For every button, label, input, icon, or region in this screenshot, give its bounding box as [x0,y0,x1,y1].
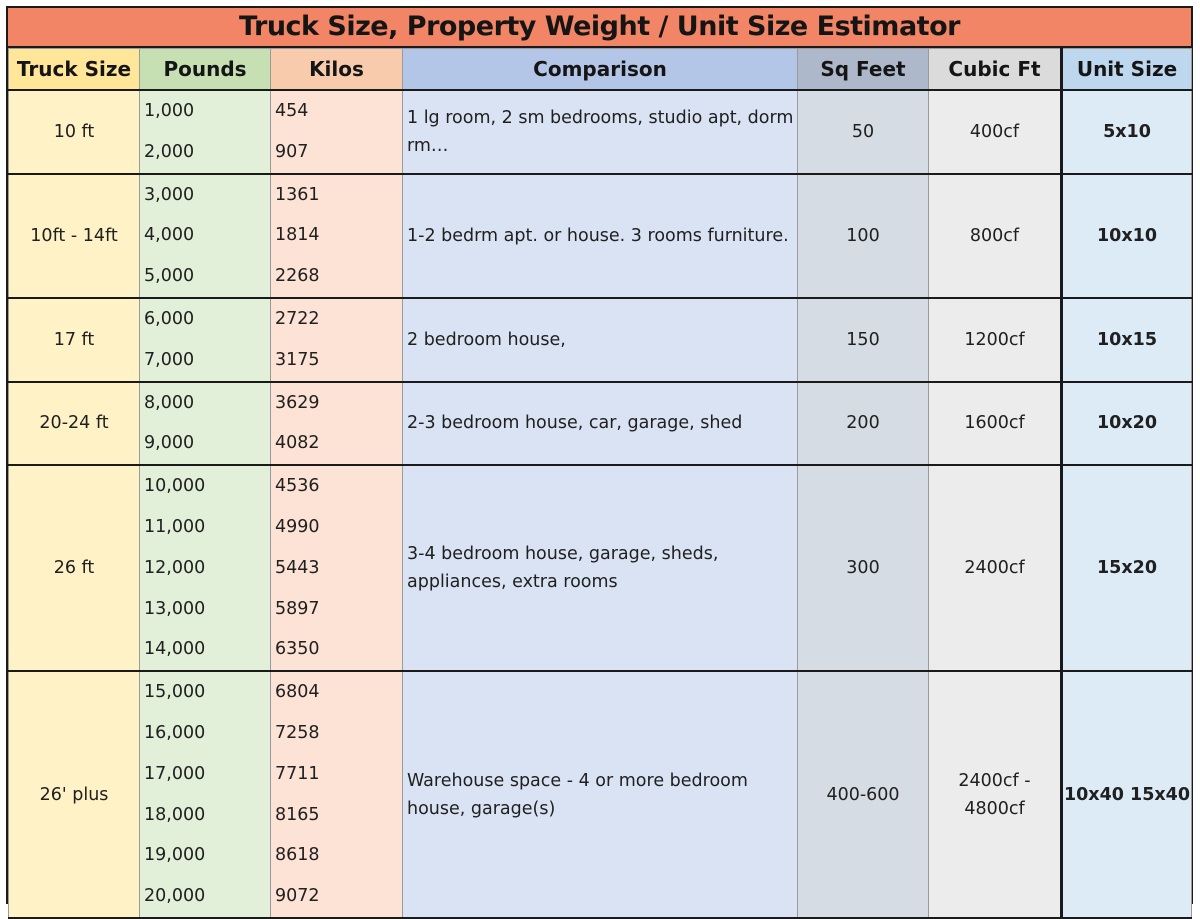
kilos-cell [271,174,403,298]
kilos-value: 7258 [275,722,320,743]
truck-size-cell: 10ft - 14ft [9,174,140,298]
truck-size-cell: 17 ft [9,298,140,382]
sq-feet-cell: 200 [798,382,929,466]
unit-size-cell: 10x10 [1062,174,1192,298]
kilos-value: 9072 [275,886,320,907]
pounds-value: 7,000 [144,349,195,370]
unit-size-cell: 10x40 15x40 [1062,671,1192,918]
pounds-value: 5,000 [144,266,195,287]
kilos-value: 1361 [275,184,320,205]
pounds-value: 4,000 [144,225,195,246]
pounds-value: 11,000 [144,516,206,537]
pounds-cell [140,465,271,671]
kilos-value: 7711 [275,763,320,784]
header-cubic-ft: Cubic Ft [929,49,1062,91]
kilos-value: 4536 [275,476,320,497]
kilos-value: 5897 [275,598,320,619]
kilos-value: 6804 [275,682,320,703]
kilos-cell [271,90,403,174]
pounds-value: 15,000 [144,682,206,703]
truck-size-cell: 10 ft [9,90,140,174]
sq-feet-cell: 300 [798,465,929,671]
pounds-value: 14,000 [144,639,206,660]
truck-size-cell: 26' plus [9,671,140,918]
pounds-value: 17,000 [144,763,206,784]
header-unit-size: Unit Size [1062,49,1192,91]
table-row [9,465,1192,671]
pounds-value: 20,000 [144,886,206,907]
unit-size-cell: 10x15 [1062,298,1192,382]
pounds-cell [140,298,271,382]
table-row [9,298,1192,382]
pounds-value: 19,000 [144,845,206,866]
kilos-value: 4990 [275,516,320,537]
pounds-value: 3,000 [144,184,195,205]
comparison-cell: 2-3 bedroom house, car, garage, shed [403,382,798,466]
truck-size-cell: 20-24 ft [9,382,140,466]
kilos-value: 4082 [275,433,320,454]
sq-feet-cell: 100 [798,174,929,298]
kilos-value: 6350 [275,639,320,660]
pounds-value: 12,000 [144,557,206,578]
table-row [9,90,1192,174]
pounds-value: 10,000 [144,476,206,497]
kilos-value: 2268 [275,266,320,287]
kilos-cell [271,671,403,918]
pounds-value: 9,000 [144,433,195,454]
cubic-ft-cell: 800cf [929,174,1062,298]
unit-size-cell: 10x20 [1062,382,1192,466]
truck-size-cell: 26 ft [9,465,140,671]
header-kilos: Kilos [271,49,403,91]
pounds-cell [140,174,271,298]
comparison-cell: 1 lg room, 2 sm bedrooms, studio apt, dorm rm… [403,90,798,174]
pounds-value: 8,000 [144,392,195,413]
cubic-ft-cell: 1200cf [929,298,1062,382]
comparison-cell: 2 bedroom house, [403,298,798,382]
header-truck-size: Truck Size [9,49,140,91]
pounds-value: 13,000 [144,598,206,619]
kilos-value: 907 [275,141,309,162]
header-comparison: Comparison [403,49,798,91]
cubic-ft-cell: 2400cf [929,465,1062,671]
kilos-value: 5443 [275,557,320,578]
kilos-value: 3175 [275,349,320,370]
comparison-cell: 3-4 bedroom house, garage, sheds, appliances, extra rooms [403,465,798,671]
pounds-value: 16,000 [144,722,206,743]
table-row [9,174,1192,298]
kilos-cell [271,465,403,671]
table-body [9,90,1192,918]
estimator-table-frame [6,6,1193,907]
pounds-cell [140,90,271,174]
table-title: Truck Size, Property Weight / Unit Size Estimator [8,8,1191,48]
header-sq-feet: Sq Feet [798,49,929,91]
comparison-cell: Warehouse space - 4 or more bedroom house, garage(s) [403,671,798,918]
pounds-value: 1,000 [144,101,195,121]
unit-size-cell: 15x20 [1062,465,1192,671]
unit-size-cell: 5x10 [1062,90,1192,174]
pounds-cell [140,671,271,918]
sq-feet-cell: 150 [798,298,929,382]
kilos-value: 8618 [275,845,320,866]
table-row [9,671,1192,918]
header-row [9,49,1192,91]
pounds-value: 2,000 [144,141,195,162]
header-pounds: Pounds [140,49,271,91]
sq-feet-cell: 50 [798,90,929,174]
cubic-ft-cell: 2400cf - 4800cf [929,671,1062,918]
table-row [9,382,1192,466]
kilos-value: 454 [275,101,309,121]
sq-feet-cell: 400-600 [798,671,929,918]
kilos-value: 1814 [275,225,320,246]
comparison-cell: 1-2 bedrm apt. or house. 3 rooms furniture. [403,174,798,298]
cubic-ft-cell: 1600cf [929,382,1062,466]
kilos-value: 2722 [275,308,320,329]
cubic-ft-cell: 400cf [929,90,1062,174]
kilos-cell [271,298,403,382]
pounds-cell [140,382,271,466]
kilos-value: 3629 [275,392,320,413]
pounds-value: 6,000 [144,308,195,329]
kilos-value: 8165 [275,804,320,825]
pounds-value: 18,000 [144,804,206,825]
estimator-table [8,48,1192,919]
kilos-cell [271,382,403,466]
